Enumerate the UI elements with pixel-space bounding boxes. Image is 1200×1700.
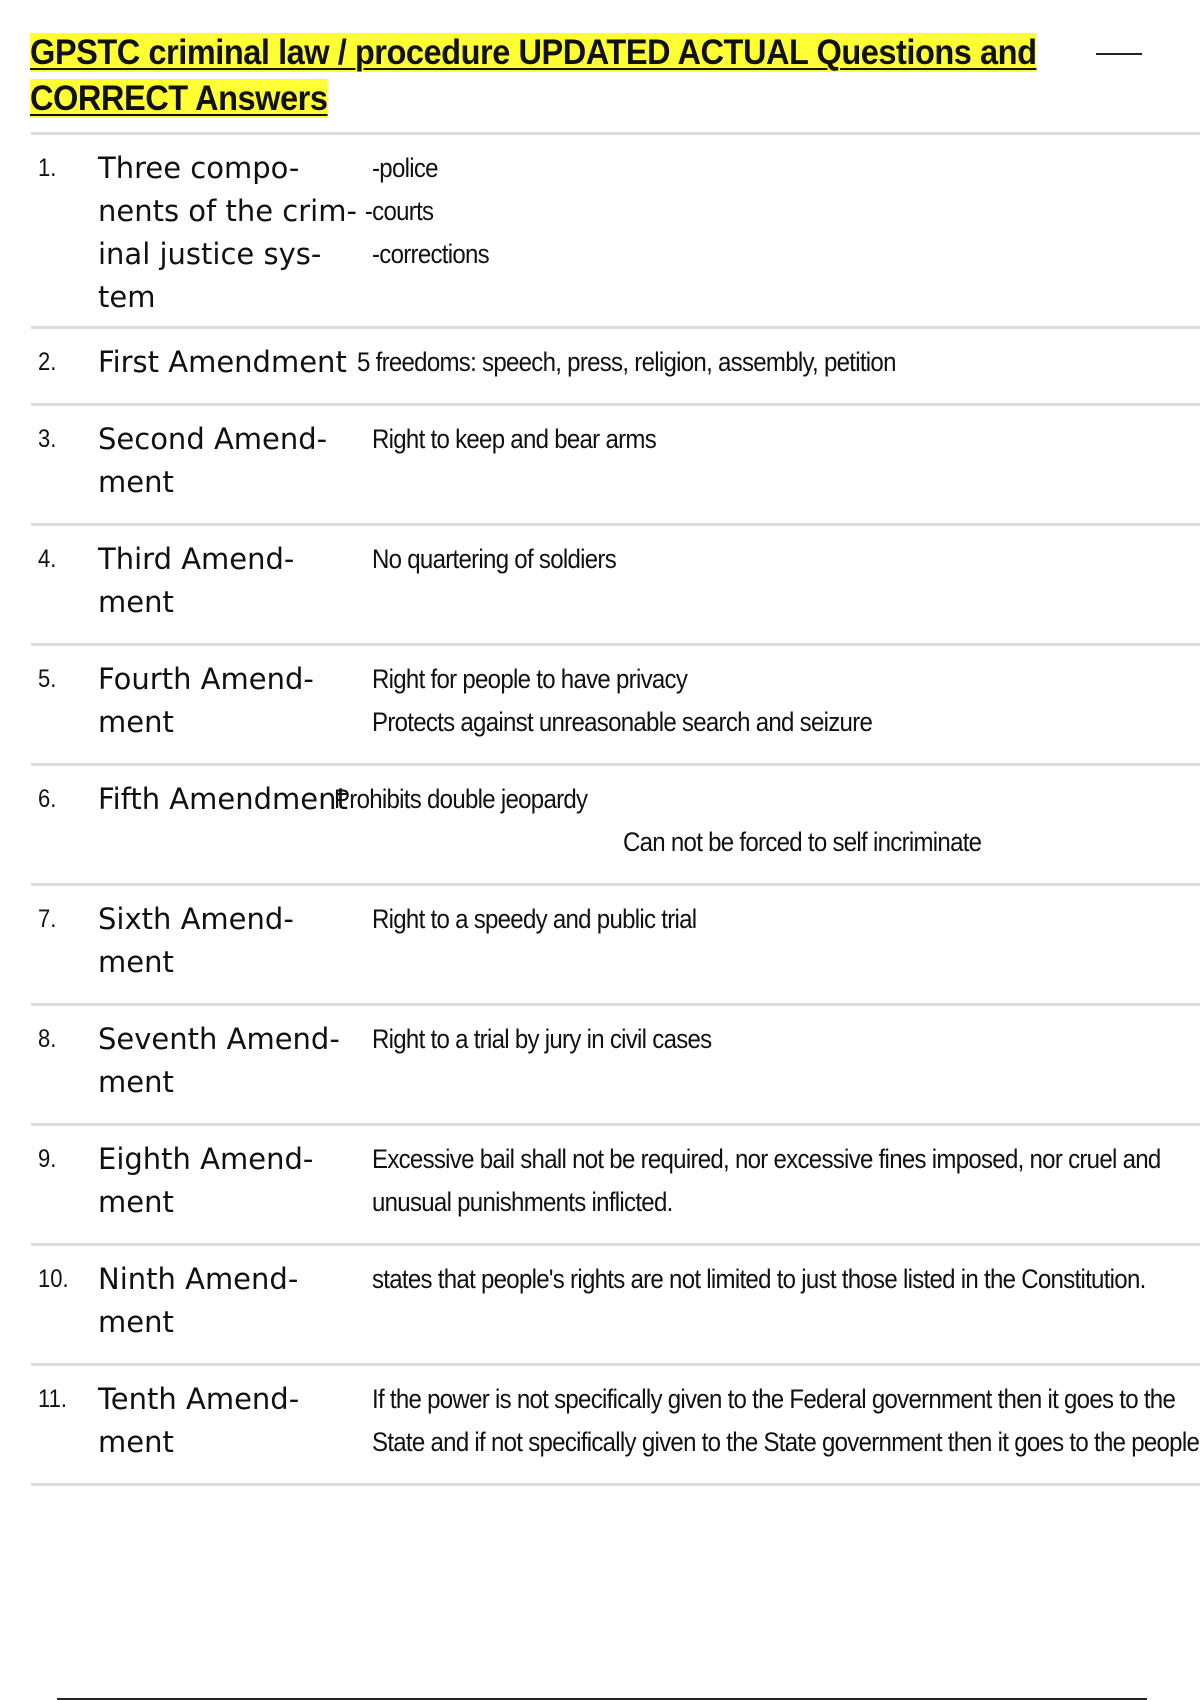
definition-line: unusual punishments inflicted. (372, 1187, 673, 1217)
flashcard-row (31, 886, 1200, 1006)
card-term (98, 1258, 372, 1344)
card-term (98, 1018, 372, 1104)
document-title (30, 30, 1053, 122)
definition-line: If the power is not specifically given to the Federal government then it goes to the (372, 1384, 1176, 1414)
card-number: 2. (38, 348, 57, 376)
card-term (98, 778, 358, 821)
flashcard-row (31, 766, 1200, 886)
definition-line: states that people's rights are not limited to just those listed in the Constitution. (372, 1264, 1146, 1294)
term-line: Tenth Amend- (98, 1382, 300, 1416)
definition-line: State and if not specifically given to the State government then it goes to the people (372, 1427, 1200, 1457)
card-definition (372, 658, 1110, 744)
term-line: Second Amend- (98, 422, 328, 456)
term-line: First Amendment (98, 345, 347, 379)
card-term (98, 538, 372, 624)
card-number: 3. (38, 425, 57, 453)
card-definition (333, 778, 1108, 864)
term-line: Third Amend- (98, 542, 295, 576)
definition-line: Protects against unreasonable search and seizure (372, 707, 873, 737)
card-term (98, 341, 357, 384)
flashcard-row (31, 1246, 1200, 1366)
card-term (98, 658, 372, 744)
definition-line: Right to a speedy and public trial (372, 904, 697, 934)
card-definition (372, 898, 1110, 941)
term-line: ment (98, 705, 174, 739)
card-number: 4. (38, 545, 57, 573)
definition-line: Excessive bail shall not be required, nor excessive fines imposed, nor cruel and (372, 1144, 1161, 1174)
definition-line: Right to a trial by jury in civil cases (372, 1024, 712, 1054)
definition-line: -police (372, 153, 438, 183)
flashcard-row (31, 646, 1200, 766)
title-line-1: GPSTC criminal law / procedure UPDATED ACTUAL Questions and (30, 33, 1037, 72)
card-number: 8. (38, 1025, 57, 1053)
card-term (98, 1378, 372, 1464)
card-number: 9. (38, 1145, 57, 1173)
definition-line: No quartering of soldiers (372, 544, 616, 574)
term-line: ment (98, 465, 174, 499)
flashcard-row (31, 1006, 1200, 1126)
card-definition (372, 418, 1110, 461)
title-rule (1096, 53, 1142, 55)
card-definition (364, 147, 1110, 276)
term-line: ment (98, 1185, 174, 1219)
card-number: 7. (38, 905, 57, 933)
term-line: ment (98, 1065, 174, 1099)
flashcard-row (31, 526, 1200, 646)
flashcard-row (31, 1366, 1200, 1486)
term-line: Seventh Amend- (98, 1022, 340, 1056)
card-definition (372, 1378, 1199, 1464)
flashcard-row (31, 406, 1200, 526)
card-number: 10. (38, 1265, 69, 1293)
flashcard-row (31, 329, 1200, 406)
term-line: Ninth Amend- (98, 1262, 299, 1296)
card-number: 11. (38, 1385, 67, 1413)
definition-line: -corrections (372, 239, 489, 269)
definition-line: 5 freedoms: speech, press, religion, assembly, petition (356, 347, 896, 377)
definition-line: -courts (364, 196, 434, 226)
term-line: ment (98, 945, 174, 979)
definition-line: Right for people to have privacy (372, 664, 688, 694)
card-term (98, 898, 372, 984)
card-definition (372, 1138, 1161, 1224)
term-line: nents of the crim- (98, 194, 357, 228)
term-line: ment (98, 1425, 174, 1459)
card-number: 1. (38, 154, 57, 182)
card-term (98, 147, 372, 319)
card-definition (372, 538, 1110, 581)
card-definition (372, 1258, 1146, 1301)
flashcard-row (31, 1126, 1200, 1246)
flashcard-row (31, 135, 1200, 329)
card-term (98, 1138, 372, 1224)
card-number: 5. (38, 665, 57, 693)
definition-line: Can not be forced to self incriminate (622, 827, 982, 857)
term-line: Eighth Amend- (98, 1142, 314, 1176)
term-line: tem (98, 280, 156, 314)
term-line: inal justice sys- (98, 237, 322, 271)
term-line: ment (98, 1305, 174, 1339)
flashcard-list (31, 132, 1200, 1486)
card-definition (372, 1018, 1110, 1061)
term-line: Fifth Amendment (98, 782, 348, 816)
title-line-2: CORRECT Answers (30, 79, 328, 118)
definition-line: Prohibits double jeopardy (333, 784, 588, 814)
term-line: Fourth Amend- (98, 662, 314, 696)
term-line: ment (98, 585, 174, 619)
term-line: Three compo- (98, 151, 300, 185)
card-number: 6. (38, 785, 57, 813)
card-definition (357, 341, 1108, 384)
definition-line: Right to keep and bear arms (372, 424, 656, 454)
card-term (98, 418, 372, 504)
term-line: Sixth Amend- (98, 902, 294, 936)
